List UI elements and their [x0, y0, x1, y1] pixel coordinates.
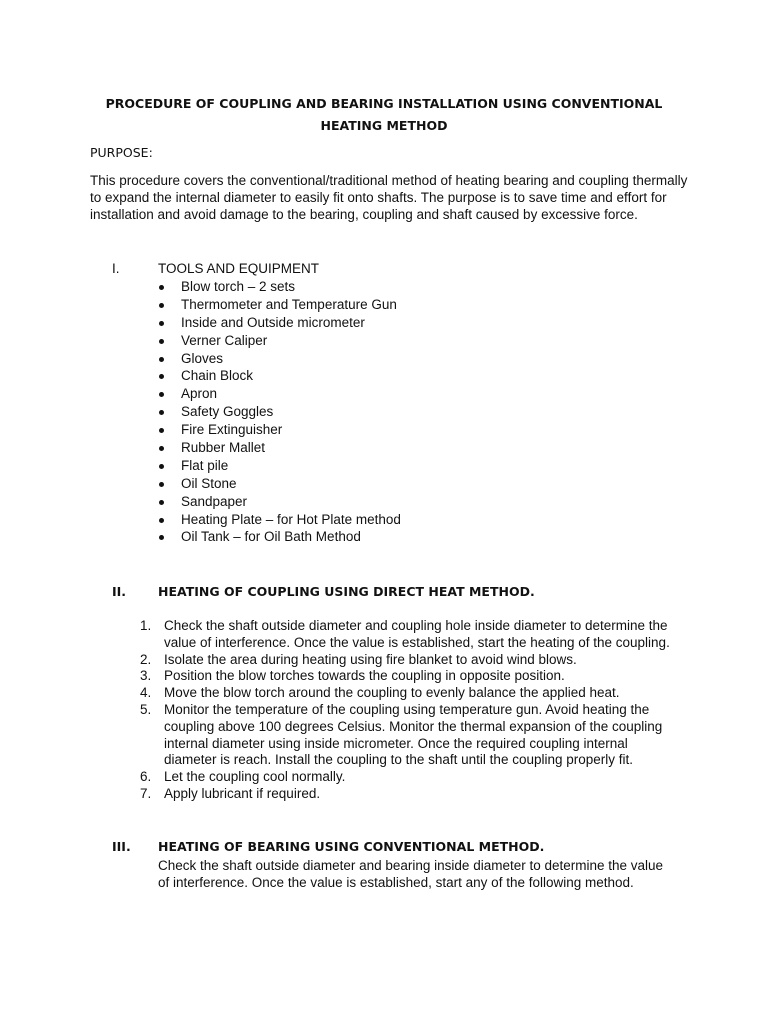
list-item-text: Rubber Mallet [181, 440, 266, 456]
list-item-text: Fire Extinguisher [181, 422, 283, 438]
list-item [140, 786, 680, 803]
list-item [140, 702, 680, 769]
bullet-icon [159, 285, 164, 290]
section-3-number: III. [112, 839, 131, 854]
list-item [158, 528, 401, 546]
list-item [140, 618, 680, 652]
list-item [140, 652, 680, 669]
list-item-text: Safety Goggles [181, 404, 274, 420]
list-item [158, 314, 401, 332]
section-3-text: Check the shaft outside diameter and bearing inside diameter to determine the value of interference. Once the value is established, start any of the following method. [158, 858, 664, 890]
purpose-text: This procedure covers the conventional/traditional method of heating bearing and coupling thermally to expand the internal diameter to easily fit onto shafts. The purpose is to save time and effort for installation and avoid damage to the bearing, coupling and shaft caused by excessive force. [90, 173, 688, 222]
list-item [158, 296, 401, 314]
step-text: Apply lubricant if required. [164, 785, 321, 801]
step-number: 5. [140, 701, 152, 717]
bullet-icon [159, 321, 164, 326]
section-2-number: II. [112, 584, 127, 599]
step-text: Monitor the temperature of the coupling using temperature gun. Avoid heating the coupling above 100 degrees Celsius. Monitor the thermal expansion of the coupling internal diameter using inside micrometer. Once the required coupling internal diameter is reach. Install the coupling to the shaft until the coupling properly fit. [164, 701, 663, 768]
bullet-icon [159, 518, 164, 523]
list-item-text: Verner Caliper [181, 332, 268, 348]
list-item [158, 439, 401, 457]
list-item [158, 457, 401, 475]
list-item [158, 367, 401, 385]
step-text: Check the shaft outside diameter and coupling hole inside diameter to determine the value of interference. Once the value is established, start the heating of the coupling. [164, 618, 670, 650]
step-number: 2. [140, 651, 152, 667]
bullet-icon [159, 535, 164, 540]
step-text: Isolate the area during heating using fire blanket to avoid wind blows. [164, 651, 577, 667]
list-item-text: Inside and Outside micrometer [181, 314, 365, 330]
bullet-icon [159, 410, 164, 415]
list-item-text: Chain Block [181, 368, 254, 384]
bullet-icon [159, 303, 164, 308]
list-item [158, 403, 401, 421]
list-item-text: Flat pile [181, 457, 229, 473]
list-item [140, 668, 680, 685]
list-item-text: Heating Plate – for Hot Plate method [181, 511, 401, 527]
list-item-text: Sandpaper [181, 493, 248, 509]
list-item [158, 332, 401, 350]
bullet-icon [159, 464, 164, 469]
step-number: 6. [140, 769, 152, 785]
tools-list [158, 278, 401, 546]
list-item [140, 769, 680, 786]
list-item-text: Gloves [181, 350, 224, 366]
coupling-steps-list [140, 618, 680, 803]
bullet-icon [159, 392, 164, 397]
step-number: 1. [140, 618, 152, 633]
list-item [158, 475, 401, 493]
list-item [158, 350, 401, 368]
list-item-text: Blow torch – 2 sets [181, 279, 296, 294]
list-item [158, 278, 401, 296]
list-item-text: Apron [181, 386, 218, 402]
bullet-icon [159, 339, 164, 344]
step-text: Let the coupling cool normally. [164, 769, 346, 785]
bullet-icon [159, 428, 164, 433]
list-item-text: Oil Stone [181, 475, 237, 491]
step-text: Position the blow torches towards the coupling in opposite position. [164, 668, 565, 684]
section-1-title: TOOLS AND EQUIPMENT [158, 261, 320, 276]
step-number: 7. [140, 785, 152, 801]
list-item [140, 685, 680, 702]
step-number: 4. [140, 685, 152, 701]
section-3-title: HEATING OF BEARING USING CONVENTIONAL METHOD. [158, 839, 545, 854]
step-text: Move the blow torch around the coupling to evenly balance the applied heat. [164, 685, 620, 701]
section-2-title: HEATING OF COUPLING USING DIRECT HEAT METHOD. [158, 584, 535, 599]
list-item [158, 421, 401, 439]
purpose-label: PURPOSE: [90, 145, 153, 160]
bullet-icon [159, 357, 164, 362]
bullet-icon [159, 374, 164, 379]
step-number: 3. [140, 668, 152, 684]
bullet-icon [159, 482, 164, 487]
list-item [158, 493, 401, 511]
bullet-icon [159, 500, 164, 505]
list-item [158, 385, 401, 403]
list-item-text: Oil Tank – for Oil Bath Method [181, 529, 361, 545]
bullet-icon [159, 446, 164, 451]
list-item-text: Thermometer and Temperature Gun [181, 296, 397, 312]
list-item [158, 511, 401, 529]
section-1-number: I. [112, 261, 120, 276]
document-title: PROCEDURE OF COUPLING AND BEARING INSTALLATION USING CONVENTIONAL HEATING METHOD [105, 96, 663, 133]
